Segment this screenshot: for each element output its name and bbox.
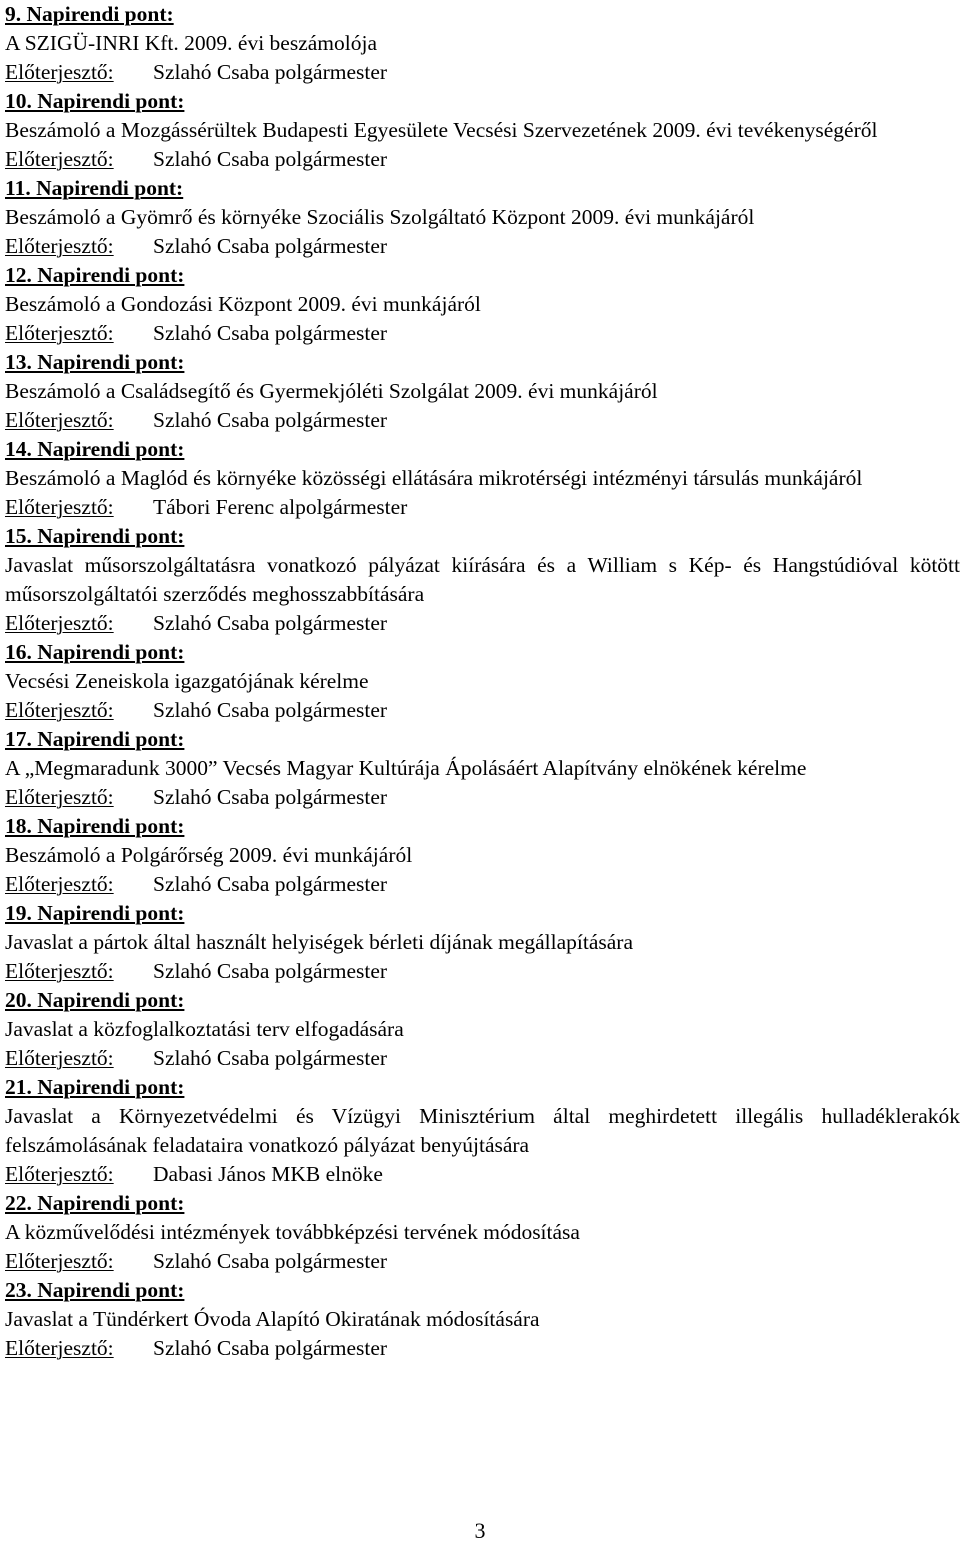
- agenda-item: [5, 899, 960, 986]
- presenter-label: Előterjesztő:: [5, 1336, 114, 1360]
- agenda-item: [5, 1189, 960, 1276]
- presenter-name: Szlahó Csaba polgármester: [153, 611, 388, 635]
- agenda-item-presenter: [5, 1334, 960, 1363]
- agenda-item-title: A közművelődési intézmények továbbképzési tervének módosítása: [5, 1220, 580, 1244]
- agenda-item: [5, 986, 960, 1073]
- presenter-name: Szlahó Csaba polgármester: [153, 234, 388, 258]
- agenda-item-heading: 20. Napirendi pont:: [5, 988, 185, 1012]
- agenda-item-presenter: [5, 1247, 960, 1276]
- agenda-item-heading: 18. Napirendi pont:: [5, 814, 185, 838]
- agenda-item: [5, 1276, 960, 1363]
- agenda-item: [5, 348, 960, 435]
- agenda-item-title: Beszámoló a Gyömrő és környéke Szociális Szolgáltató Központ 2009. évi munkájáról: [5, 205, 755, 229]
- presenter-name: Szlahó Csaba polgármester: [153, 60, 388, 84]
- agenda-item-heading: 9. Napirendi pont:: [5, 2, 174, 26]
- agenda-item: [5, 638, 960, 725]
- agenda-item-heading: 22. Napirendi pont:: [5, 1191, 185, 1215]
- agenda-item-title: Beszámoló a Maglód és környéke közösségi ellátására mikrotérségi intézményi társulás munkájáról: [5, 466, 863, 490]
- presenter-label: Előterjesztő:: [5, 698, 114, 722]
- agenda-item-title: Vecsési Zeneiskola igazgatójának kérelme: [5, 669, 369, 693]
- agenda-item-presenter: [5, 696, 960, 725]
- agenda-item-heading: 12. Napirendi pont:: [5, 263, 185, 287]
- presenter-label: Előterjesztő:: [5, 959, 114, 983]
- agenda-item: [5, 1073, 960, 1189]
- agenda-item-presenter: [5, 406, 960, 435]
- presenter-name: Szlahó Csaba polgármester: [153, 1249, 388, 1273]
- agenda-item-heading: 23. Napirendi pont:: [5, 1278, 185, 1302]
- page-number: 3: [474, 1518, 486, 1543]
- agenda-item-heading: 21. Napirendi pont:: [5, 1075, 185, 1099]
- presenter-label: Előterjesztő:: [5, 1249, 114, 1273]
- presenter-name: Szlahó Csaba polgármester: [153, 872, 388, 896]
- agenda-item-heading: 16. Napirendi pont:: [5, 640, 185, 664]
- agenda-item-title: Beszámoló a Polgárőrség 2009. évi munkájáról: [5, 843, 413, 867]
- agenda-item-title: Javaslat a közfoglalkoztatási terv elfogadására: [5, 1017, 404, 1041]
- agenda-item-presenter: [5, 957, 960, 986]
- agenda-item-presenter: [5, 783, 960, 812]
- agenda-item-presenter: [5, 493, 960, 522]
- agenda-item: [5, 522, 960, 638]
- agenda-item: [5, 725, 960, 812]
- agenda-item-heading: 19. Napirendi pont:: [5, 901, 185, 925]
- agenda-item-title: Beszámoló a Gondozási Központ 2009. évi munkájáról: [5, 292, 481, 316]
- agenda-document: [5, 0, 960, 1363]
- presenter-label: Előterjesztő:: [5, 1046, 114, 1070]
- agenda-item: [5, 174, 960, 261]
- agenda-item-heading: 17. Napirendi pont:: [5, 727, 185, 751]
- agenda-item: [5, 812, 960, 899]
- presenter-name: Szlahó Csaba polgármester: [153, 1046, 388, 1070]
- agenda-item: [5, 0, 960, 87]
- agenda-item-title: A SZIGÜ-INRI Kft. 2009. évi beszámolója: [5, 31, 377, 55]
- agenda-item-title: Javaslat a Környezetvédelmi és Vízügyi Minisztérium által meghirdetett illegális hulladéklerakók felszámolásának feladataira vonatkozó pályázat benyújtására: [5, 1104, 960, 1157]
- agenda-item-presenter: [5, 1160, 960, 1189]
- agenda-item-presenter: [5, 232, 960, 261]
- presenter-label: Előterjesztő:: [5, 495, 114, 519]
- presenter-label: Előterjesztő:: [5, 147, 114, 171]
- presenter-name: Szlahó Csaba polgármester: [153, 147, 388, 171]
- agenda-item-presenter: [5, 319, 960, 348]
- presenter-name: Szlahó Csaba polgármester: [153, 321, 388, 345]
- presenter-name: Szlahó Csaba polgármester: [153, 698, 388, 722]
- presenter-label: Előterjesztő:: [5, 408, 114, 432]
- agenda-item-heading: 15. Napirendi pont:: [5, 524, 185, 548]
- agenda-item: [5, 435, 960, 522]
- agenda-item-title: Javaslat a pártok által használt helyiségek bérleti díjának megállapítására: [5, 930, 634, 954]
- presenter-name: Szlahó Csaba polgármester: [153, 1336, 388, 1360]
- agenda-item-presenter: [5, 609, 960, 638]
- agenda-item-heading: 10. Napirendi pont:: [5, 89, 185, 113]
- agenda-item-heading: 11. Napirendi pont:: [5, 176, 184, 200]
- agenda-item-presenter: [5, 1044, 960, 1073]
- presenter-label: Előterjesztő:: [5, 234, 114, 258]
- presenter-name: Szlahó Csaba polgármester: [153, 785, 388, 809]
- presenter-name: Tábori Ferenc alpolgármester: [153, 495, 408, 519]
- agenda-item-title: Javaslat a Tündérkert Óvoda Alapító Okiratának módosítására: [5, 1307, 540, 1331]
- agenda-item-presenter: [5, 870, 960, 899]
- presenter-name: Szlahó Csaba polgármester: [153, 959, 388, 983]
- agenda-item-heading: 13. Napirendi pont:: [5, 350, 185, 374]
- agenda-item-heading: 14. Napirendi pont:: [5, 437, 185, 461]
- presenter-label: Előterjesztő:: [5, 611, 114, 635]
- agenda-item-title: A „Megmaradunk 3000” Vecsés Magyar Kultúrája Ápolásáért Alapítvány elnökének kérelme: [5, 756, 807, 780]
- agenda-item: [5, 261, 960, 348]
- presenter-label: Előterjesztő:: [5, 1162, 114, 1186]
- presenter-label: Előterjesztő:: [5, 785, 114, 809]
- agenda-item-title: Beszámoló a Mozgássérültek Budapesti Egyesülete Vecsési Szervezetének 2009. évi tevékenységéről: [5, 118, 878, 142]
- agenda-item-title: Beszámoló a Családsegítő és Gyermekjóléti Szolgálat 2009. évi munkájáról: [5, 379, 658, 403]
- presenter-name: Szlahó Csaba polgármester: [153, 408, 388, 432]
- presenter-name: Dabasi János MKB elnöke: [153, 1162, 383, 1186]
- presenter-label: Előterjesztő:: [5, 60, 114, 84]
- presenter-label: Előterjesztő:: [5, 321, 114, 345]
- agenda-item-presenter: [5, 58, 960, 87]
- presenter-label: Előterjesztő:: [5, 872, 114, 896]
- agenda-item-presenter: [5, 145, 960, 174]
- agenda-item: [5, 87, 960, 174]
- agenda-item-title: Javaslat műsorszolgáltatásra vonatkozó pályázat kiírására és a William s Kép- és Hangstúdióval kötött műsorszolgáltatói szerződés meghosszabbítására: [5, 553, 960, 606]
